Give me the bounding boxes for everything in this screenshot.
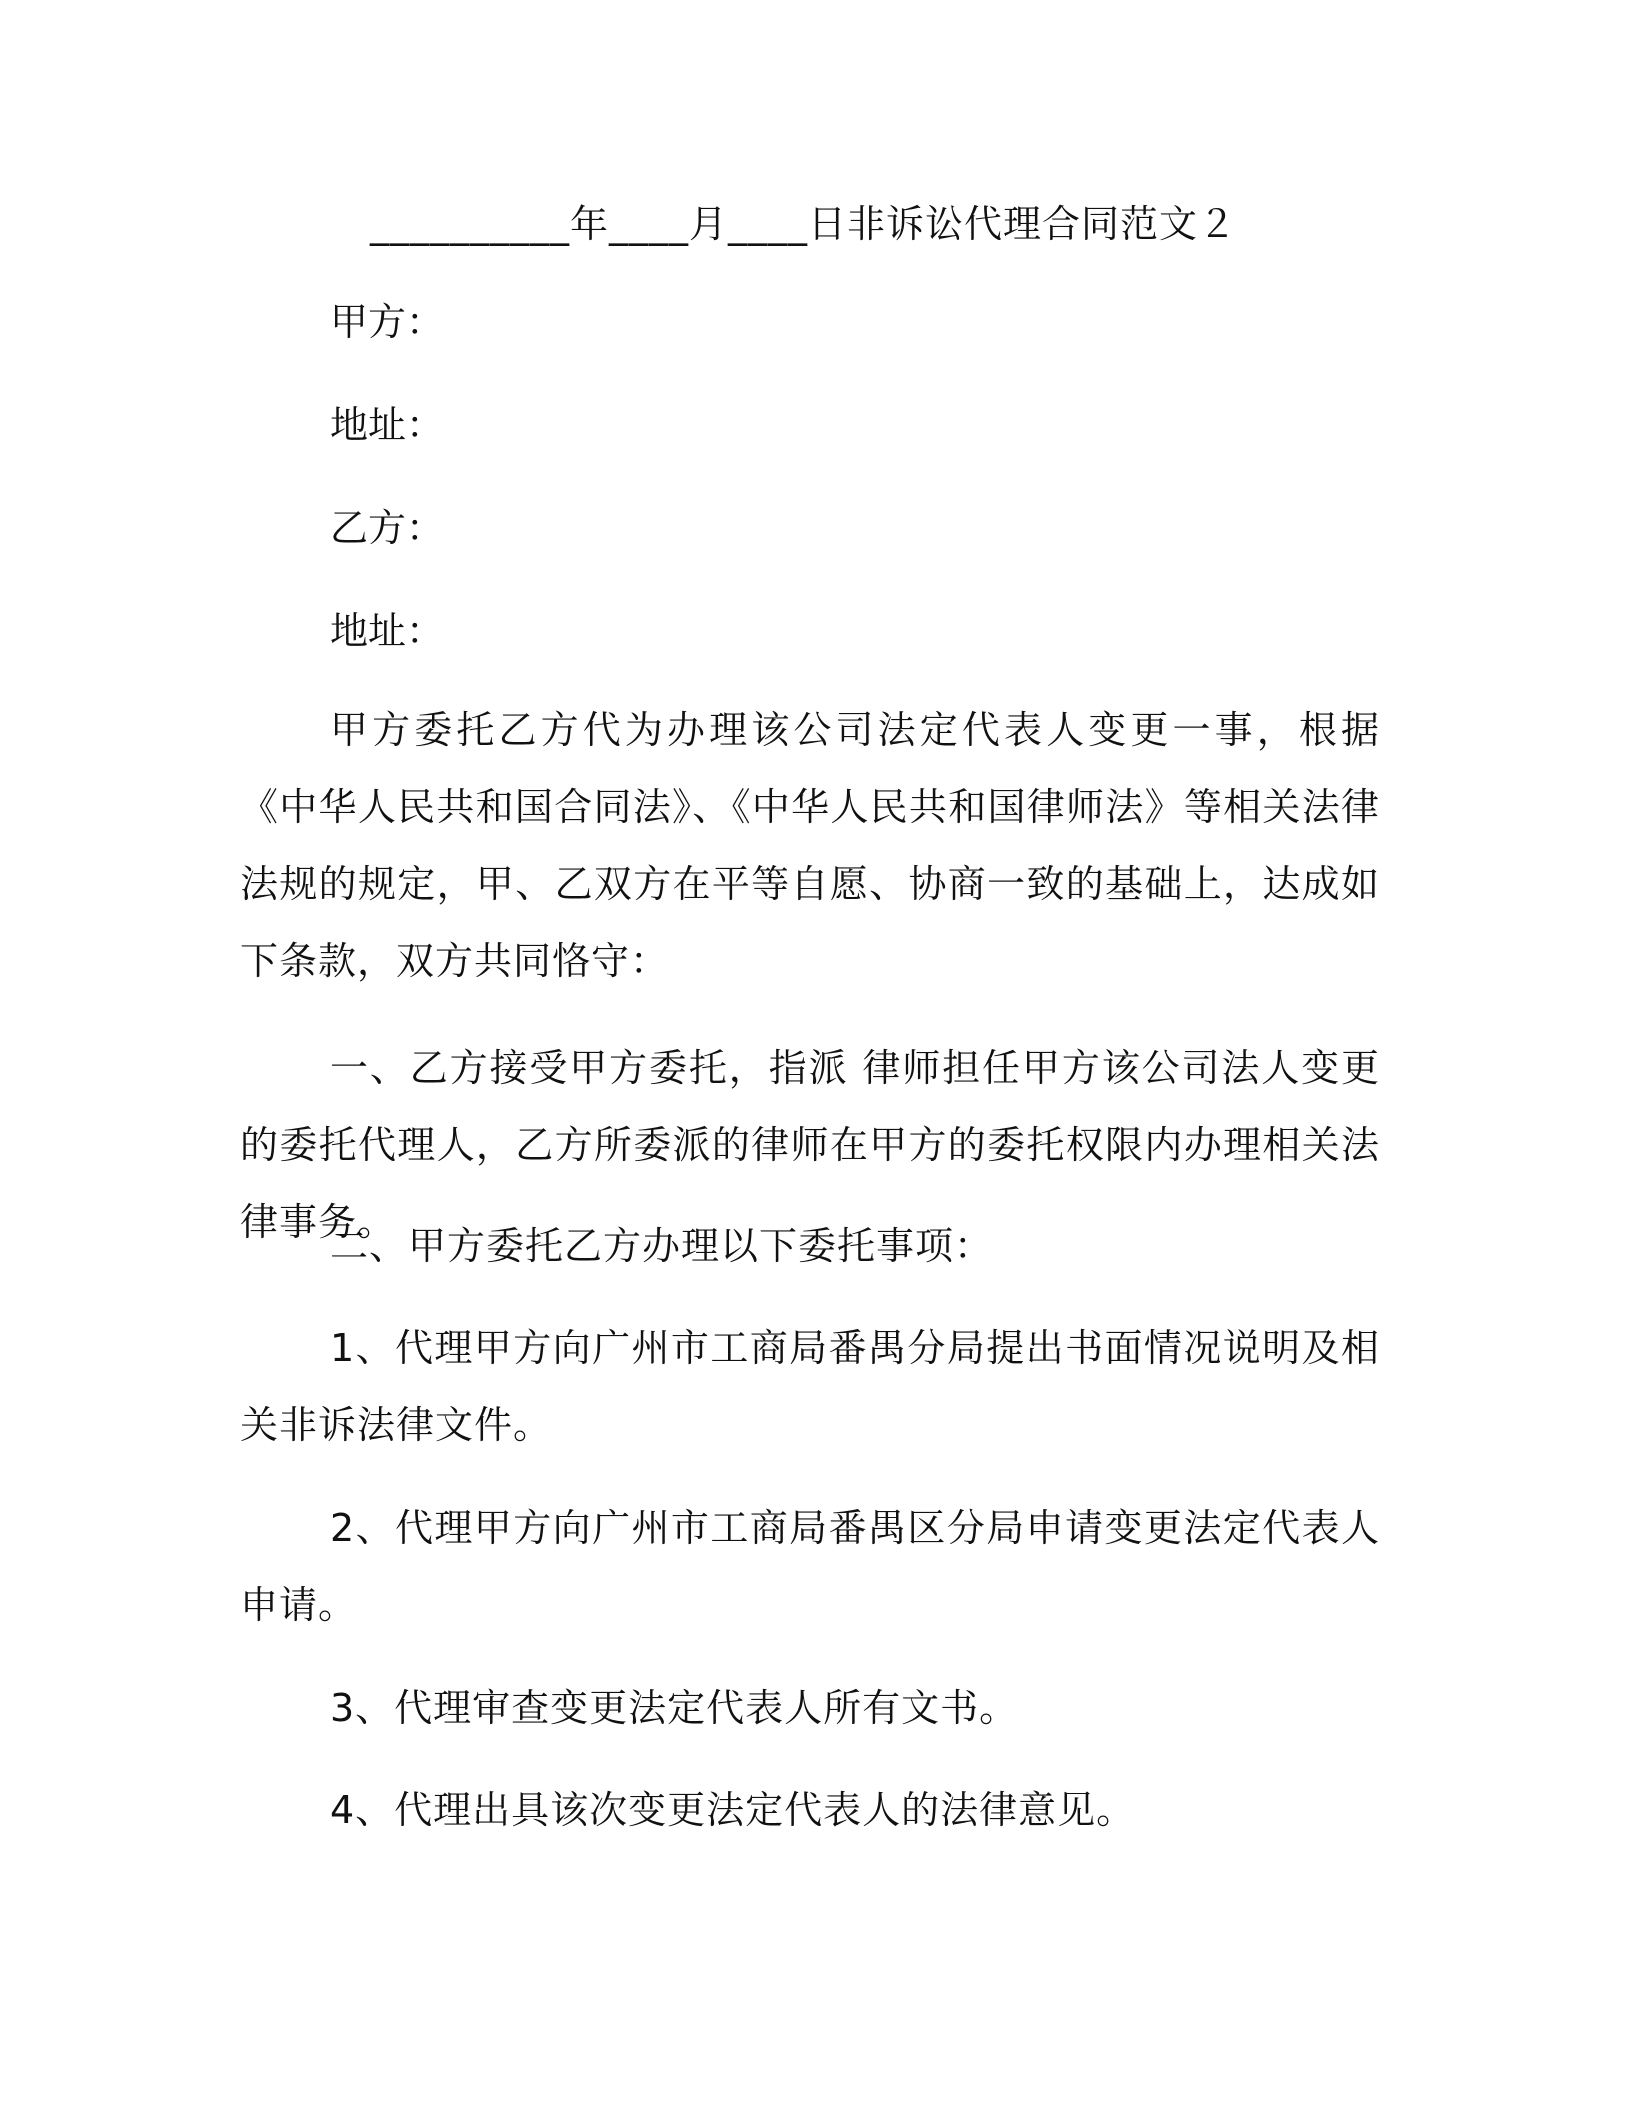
- paragraph-item-4: 4、代理出具该次变更法定代表人的法律意见。: [330, 1788, 1136, 1832]
- document-title: __________年____月____日非诉讼代理合同范文２: [370, 202, 1238, 246]
- paragraph-item-3: 3、代理审查变更法定代表人所有文书。: [330, 1686, 1019, 1730]
- paragraph-clause-2: 二、甲方委托乙方办理以下委托事项：: [330, 1224, 994, 1268]
- party-b-label: 乙方：: [330, 506, 445, 550]
- paragraph-item-2: 2、代理甲方向广州市工商局番禺区分局申请变更法定代表人申请。: [240, 1506, 1380, 1627]
- party-a-label: 甲方：: [330, 300, 445, 344]
- paragraph-intro: 甲方委托乙方代为办理该公司法定代表人变更一事，根据《中华人民共和国合同法》、《中华人民共和国律师法》等相关法律法规的规定，甲、乙双方在平等自愿、协商一致的基础上，达成如下条款，双方共同恪守：: [240, 708, 1380, 983]
- address-b-label: 地址：: [330, 609, 445, 653]
- address-a-label: 地址：: [330, 403, 445, 447]
- paragraph-item-1: 1、代理甲方向广州市工商局番禺分局提出书面情况说明及相关非诉法律文件。: [240, 1326, 1380, 1447]
- paragraph-clause-1: 一、乙方接受甲方委托，指派 律师担任甲方该公司法人变更的委托代理人，乙方所委派的律师在甲方的委托权限内办理相关法律事务。: [240, 1046, 1380, 1244]
